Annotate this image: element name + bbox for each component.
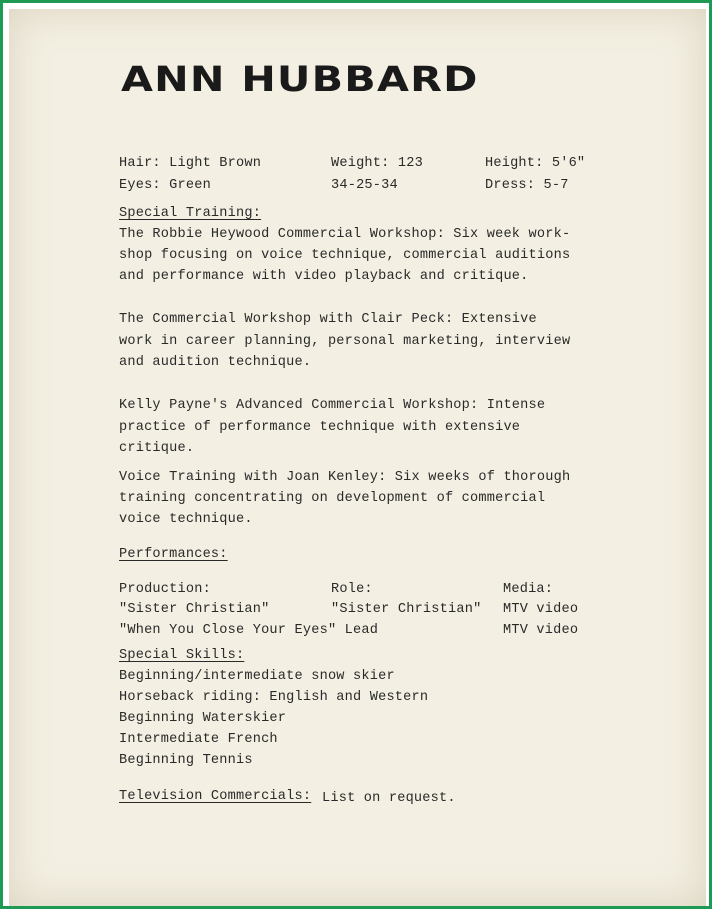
hair-stat: Hair: Light Brown bbox=[119, 156, 262, 171]
performances-heading: Performances: bbox=[119, 547, 228, 562]
training-line: The Commercial Workshop with Clair Peck: Extensive bbox=[119, 312, 537, 327]
weight-stat: Weight: 123 bbox=[331, 156, 423, 171]
eyes-stat: Eyes: Green bbox=[119, 178, 211, 193]
training-line: training concentrating on development of commercial bbox=[119, 491, 546, 506]
skill-item: Horseback riding: English and Western bbox=[119, 690, 429, 705]
training-line: voice technique. bbox=[119, 512, 253, 527]
skill-item: Beginning/intermediate snow skier bbox=[119, 669, 395, 684]
column-header-role: Role: bbox=[331, 582, 373, 597]
performance-production: "When You Close Your Eyes" Lead bbox=[119, 623, 379, 638]
performance-media: MTV video bbox=[503, 602, 579, 617]
special-training-heading: Special Training: bbox=[119, 206, 262, 221]
measurements-stat: 34-25-34 bbox=[331, 178, 398, 193]
training-line: work in career planning, personal marketing, interview bbox=[119, 334, 571, 349]
training-line: and audition technique. bbox=[119, 355, 312, 370]
resume-page bbox=[9, 9, 706, 906]
performance-production: "Sister Christian" bbox=[119, 602, 270, 617]
performance-media: MTV video bbox=[503, 623, 579, 638]
dress-stat: Dress: 5-7 bbox=[485, 178, 569, 193]
column-header-media: Media: bbox=[503, 582, 554, 597]
skill-item: Intermediate French bbox=[119, 732, 278, 747]
commercials-heading: Television Commercials: bbox=[119, 789, 312, 804]
training-line: The Robbie Heywood Commercial Workshop: Six week work- bbox=[119, 227, 571, 242]
training-line: Voice Training with Joan Kenley: Six weeks of thorough bbox=[119, 470, 571, 485]
height-stat: Height: 5'6" bbox=[485, 156, 586, 171]
special-skills-heading: Special Skills: bbox=[119, 648, 245, 663]
training-line: critique. bbox=[119, 441, 195, 456]
commercials-text: List on request. bbox=[322, 791, 456, 806]
training-line: shop focusing on voice technique, commercial auditions bbox=[119, 248, 571, 263]
training-line: Kelly Payne's Advanced Commercial Workshop: Intense bbox=[119, 398, 546, 413]
training-line: and performance with video playback and critique. bbox=[119, 269, 529, 284]
skill-item: Beginning Waterskier bbox=[119, 711, 287, 726]
actor-name: ANN HUBBARD bbox=[121, 60, 479, 100]
performance-role: "Sister Christian" bbox=[331, 602, 482, 617]
training-line: practice of performance technique with extensive bbox=[119, 420, 521, 435]
skill-item: Beginning Tennis bbox=[119, 753, 253, 768]
column-header-production: Production: bbox=[119, 582, 211, 597]
